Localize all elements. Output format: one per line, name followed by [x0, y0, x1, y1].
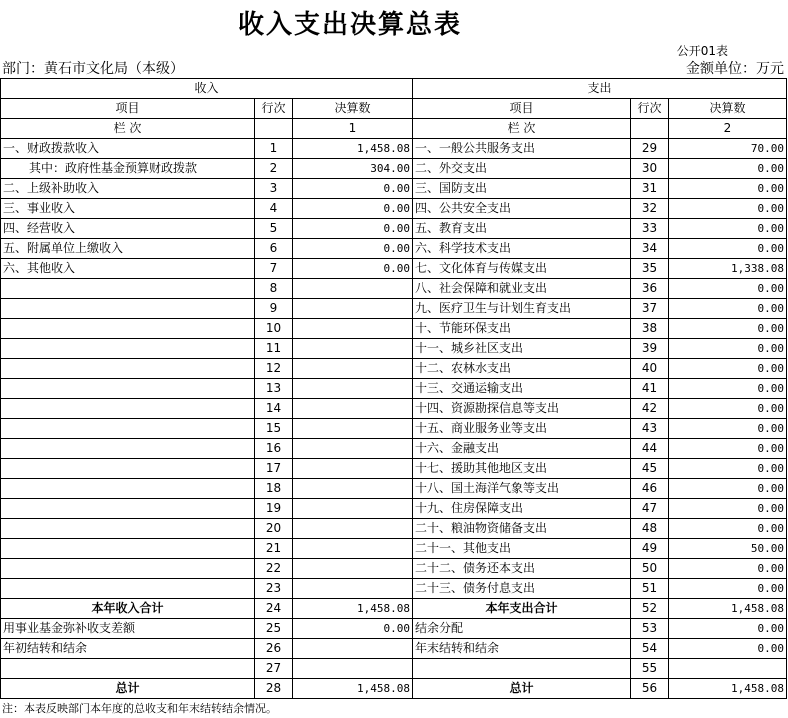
- income-item-cell: 用事业基金弥补收支差额: [1, 619, 255, 639]
- income-item-cell: [1, 459, 255, 479]
- income-line-cell: 7: [255, 259, 293, 279]
- income-item-cell: 六、其他收入: [1, 259, 255, 279]
- expense-item-cell: 十五、商业服务业等支出: [413, 419, 631, 439]
- income-item-cell: 本年收入合计: [1, 599, 255, 619]
- expense-amount-header: 决算数: [669, 99, 787, 119]
- expense-section-header: 支出: [413, 79, 787, 99]
- income-amount-cell: [293, 319, 413, 339]
- unit-label: 金额单位：万元: [686, 61, 784, 77]
- table-row: [1, 579, 787, 599]
- expense-line-cell: 43: [631, 419, 669, 439]
- expense-amount-cell: 0.00: [669, 179, 787, 199]
- footnote: 注：本表反映部门本年度的总收支和年末结转结余情况。: [2, 702, 277, 715]
- expense-item-cell: 十、节能环保支出: [413, 319, 631, 339]
- income-line-cell: 24: [255, 599, 293, 619]
- expense-item-cell: 十三、交通运输支出: [413, 379, 631, 399]
- expense-line-cell: 48: [631, 519, 669, 539]
- expense-line-cell: 50: [631, 559, 669, 579]
- expense-column-number: 2: [669, 119, 787, 139]
- budget-table: [0, 78, 787, 699]
- expense-item-cell: 年末结转和结余: [413, 639, 631, 659]
- income-column-label: 栏 次: [1, 119, 255, 139]
- expense-item-cell: 结余分配: [413, 619, 631, 639]
- table-row: [1, 159, 787, 179]
- table-row: [1, 659, 787, 679]
- expense-amount-cell: 0.00: [669, 299, 787, 319]
- income-line-cell: 28: [255, 679, 293, 699]
- income-amount-cell: 304.00: [293, 159, 413, 179]
- income-item-header: 项目: [1, 99, 255, 119]
- expense-line-cell: 35: [631, 259, 669, 279]
- table-row: [1, 359, 787, 379]
- expense-amount-cell: 0.00: [669, 619, 787, 639]
- form-code: 公开01表: [676, 44, 728, 58]
- table-row: [1, 539, 787, 559]
- expense-item-cell: 三、国防支出: [413, 179, 631, 199]
- income-line-cell: 23: [255, 579, 293, 599]
- income-amount-header: 决算数: [293, 99, 413, 119]
- income-line-cell: 4: [255, 199, 293, 219]
- expense-line-cell: 52: [631, 599, 669, 619]
- income-item-cell: 三、事业收入: [1, 199, 255, 219]
- expense-amount-cell: 0.00: [669, 499, 787, 519]
- expense-item-cell: 八、社会保障和就业支出: [413, 279, 631, 299]
- table-row: [1, 459, 787, 479]
- expense-line-cell: 36: [631, 279, 669, 299]
- expense-line-cell: 44: [631, 439, 669, 459]
- table-row: [1, 319, 787, 339]
- expense-line-cell: 46: [631, 479, 669, 499]
- table-row: [1, 559, 787, 579]
- expense-amount-cell: 0.00: [669, 399, 787, 419]
- income-line-cell: 13: [255, 379, 293, 399]
- expense-item-cell: 总计: [413, 679, 631, 699]
- income-amount-cell: [293, 579, 413, 599]
- income-amount-cell: [293, 659, 413, 679]
- expense-item-cell: 十四、资源勘探信息等支出: [413, 399, 631, 419]
- expense-amount-cell: 0.00: [669, 479, 787, 499]
- expense-line-cell: 33: [631, 219, 669, 239]
- expense-amount-cell: 50.00: [669, 539, 787, 559]
- income-item-cell: [1, 339, 255, 359]
- table-row: [1, 679, 787, 699]
- expense-item-cell: 一、一般公共服务支出: [413, 139, 631, 159]
- income-line-cell: 9: [255, 299, 293, 319]
- table-row: [1, 639, 787, 659]
- expense-item-cell: 十六、金融支出: [413, 439, 631, 459]
- expense-item-cell: 九、医疗卫生与计划生育支出: [413, 299, 631, 319]
- table-row: [1, 239, 787, 259]
- table-row: [1, 519, 787, 539]
- expense-item-cell: 二十、粮油物资储备支出: [413, 519, 631, 539]
- table-row: [1, 499, 787, 519]
- expense-amount-cell: 0.00: [669, 199, 787, 219]
- expense-item-cell: 四、公共安全支出: [413, 199, 631, 219]
- income-item-cell: [1, 359, 255, 379]
- income-item-cell: [1, 659, 255, 679]
- income-amount-cell: [293, 379, 413, 399]
- expense-column-blank: [631, 119, 669, 139]
- table-row: [1, 439, 787, 459]
- expense-item-cell: 十七、援助其他地区支出: [413, 459, 631, 479]
- expense-item-cell: 二十三、债务付息支出: [413, 579, 631, 599]
- expense-item-cell: 十二、农林水支出: [413, 359, 631, 379]
- income-amount-cell: [293, 559, 413, 579]
- expense-item-cell: 十一、城乡社区支出: [413, 339, 631, 359]
- expense-line-cell: 54: [631, 639, 669, 659]
- page-title: 收入支出决算总表: [237, 10, 462, 40]
- income-amount-cell: [293, 359, 413, 379]
- income-column-blank: [255, 119, 293, 139]
- table-row: [1, 619, 787, 639]
- expense-line-cell: 41: [631, 379, 669, 399]
- income-line-cell: 6: [255, 239, 293, 259]
- expense-amount-cell: 1,458.08: [669, 599, 787, 619]
- expense-item-cell: 六、科学技术支出: [413, 239, 631, 259]
- income-item-cell: 总计: [1, 679, 255, 699]
- income-item-cell: [1, 379, 255, 399]
- income-line-cell: 19: [255, 499, 293, 519]
- income-item-cell: 年初结转和结余: [1, 639, 255, 659]
- income-amount-cell: [293, 459, 413, 479]
- table-row: [1, 379, 787, 399]
- income-amount-cell: 0.00: [293, 259, 413, 279]
- department-label: 部门：黄石市文化局（本级）: [2, 61, 184, 77]
- income-item-cell: 四、经营收入: [1, 219, 255, 239]
- expense-amount-cell: 0.00: [669, 439, 787, 459]
- income-line-cell: 26: [255, 639, 293, 659]
- expense-line-cell: 55: [631, 659, 669, 679]
- expense-item-header: 项目: [413, 99, 631, 119]
- income-item-cell: [1, 559, 255, 579]
- income-amount-cell: [293, 499, 413, 519]
- income-line-cell: 14: [255, 399, 293, 419]
- income-line-cell: 5: [255, 219, 293, 239]
- income-amount-cell: [293, 639, 413, 659]
- income-item-cell: 二、上级补助收入: [1, 179, 255, 199]
- expense-line-cell: 45: [631, 459, 669, 479]
- expense-item-cell: [413, 659, 631, 679]
- expense-line-cell: 39: [631, 339, 669, 359]
- income-line-cell: 20: [255, 519, 293, 539]
- expense-amount-cell: 0.00: [669, 459, 787, 479]
- expense-line-cell: 32: [631, 199, 669, 219]
- income-item-cell: [1, 579, 255, 599]
- income-line-header: 行次: [255, 99, 293, 119]
- expense-amount-cell: 0.00: [669, 379, 787, 399]
- table-row: [1, 299, 787, 319]
- expense-line-cell: 37: [631, 299, 669, 319]
- expense-line-cell: 42: [631, 399, 669, 419]
- expense-amount-cell: 0.00: [669, 219, 787, 239]
- income-line-cell: 25: [255, 619, 293, 639]
- expense-amount-cell: 0.00: [669, 639, 787, 659]
- income-amount-cell: [293, 519, 413, 539]
- income-item-cell: [1, 299, 255, 319]
- table-row: [1, 479, 787, 499]
- income-amount-cell: 1,458.08: [293, 139, 413, 159]
- income-amount-cell: [293, 399, 413, 419]
- expense-amount-cell: 0.00: [669, 559, 787, 579]
- income-line-cell: 15: [255, 419, 293, 439]
- income-item-cell: 五、附属单位上缴收入: [1, 239, 255, 259]
- income-line-cell: 16: [255, 439, 293, 459]
- income-line-cell: 8: [255, 279, 293, 299]
- income-line-cell: 27: [255, 659, 293, 679]
- income-line-cell: 18: [255, 479, 293, 499]
- income-item-cell: [1, 499, 255, 519]
- income-line-cell: 10: [255, 319, 293, 339]
- table-row: [1, 219, 787, 239]
- income-item-cell: 一、财政拨款收入: [1, 139, 255, 159]
- expense-amount-cell: 1,338.08: [669, 259, 787, 279]
- expense-line-cell: 40: [631, 359, 669, 379]
- expense-amount-cell: 0.00: [669, 319, 787, 339]
- expense-amount-cell: 0.00: [669, 579, 787, 599]
- expense-line-cell: 34: [631, 239, 669, 259]
- income-amount-cell: [293, 339, 413, 359]
- income-line-cell: 22: [255, 559, 293, 579]
- income-line-cell: 1: [255, 139, 293, 159]
- expense-column-label: 栏 次: [413, 119, 631, 139]
- expense-amount-cell: 0.00: [669, 159, 787, 179]
- table-row: [1, 419, 787, 439]
- expense-amount-cell: 0.00: [669, 519, 787, 539]
- expense-item-cell: 十九、住房保障支出: [413, 499, 631, 519]
- expense-item-cell: 二、外交支出: [413, 159, 631, 179]
- expense-item-cell: 本年支出合计: [413, 599, 631, 619]
- income-item-cell: [1, 279, 255, 299]
- income-line-cell: 3: [255, 179, 293, 199]
- income-amount-cell: [293, 439, 413, 459]
- income-amount-cell: 1,458.08: [293, 679, 413, 699]
- income-line-cell: 11: [255, 339, 293, 359]
- income-amount-cell: 0.00: [293, 619, 413, 639]
- income-line-cell: 17: [255, 459, 293, 479]
- expense-line-cell: 51: [631, 579, 669, 599]
- expense-line-cell: 29: [631, 139, 669, 159]
- expense-line-cell: 53: [631, 619, 669, 639]
- expense-amount-cell: 0.00: [669, 339, 787, 359]
- table-row: [1, 599, 787, 619]
- expense-item-cell: 二十二、债务还本支出: [413, 559, 631, 579]
- expense-amount-cell: 0.00: [669, 239, 787, 259]
- expense-item-cell: 二十一、其他支出: [413, 539, 631, 559]
- expense-line-header: 行次: [631, 99, 669, 119]
- table-row: [1, 259, 787, 279]
- expense-amount-cell: 0.00: [669, 279, 787, 299]
- expense-line-cell: 38: [631, 319, 669, 339]
- table-row: [1, 399, 787, 419]
- income-line-cell: 2: [255, 159, 293, 179]
- income-amount-cell: [293, 539, 413, 559]
- income-item-cell: [1, 319, 255, 339]
- expense-item-cell: 十八、国土海洋气象等支出: [413, 479, 631, 499]
- income-item-cell: [1, 399, 255, 419]
- income-item-cell: [1, 539, 255, 559]
- table-row: [1, 199, 787, 219]
- expense-amount-cell: 70.00: [669, 139, 787, 159]
- expense-item-cell: 五、教育支出: [413, 219, 631, 239]
- expense-line-cell: 49: [631, 539, 669, 559]
- income-line-cell: 21: [255, 539, 293, 559]
- income-item-cell: [1, 519, 255, 539]
- table-row: [1, 179, 787, 199]
- expense-amount-cell: 0.00: [669, 419, 787, 439]
- income-amount-cell: [293, 299, 413, 319]
- income-amount-cell: 0.00: [293, 219, 413, 239]
- expense-line-cell: 30: [631, 159, 669, 179]
- table-row: [1, 279, 787, 299]
- expense-line-cell: 56: [631, 679, 669, 699]
- income-item-cell: [1, 439, 255, 459]
- expense-line-cell: 31: [631, 179, 669, 199]
- expense-line-cell: 47: [631, 499, 669, 519]
- income-line-cell: 12: [255, 359, 293, 379]
- income-item-cell: 其中：政府性基金预算财政拨款: [1, 159, 255, 179]
- income-item-cell: [1, 479, 255, 499]
- income-amount-cell: [293, 419, 413, 439]
- income-section-header: 收入: [1, 79, 413, 99]
- expense-amount-cell: 1,458.08: [669, 679, 787, 699]
- table-row: [1, 139, 787, 159]
- income-amount-cell: [293, 279, 413, 299]
- income-amount-cell: 0.00: [293, 239, 413, 259]
- expense-item-cell: 七、文化体育与传媒支出: [413, 259, 631, 279]
- income-column-number: 1: [293, 119, 413, 139]
- income-amount-cell: 1,458.08: [293, 599, 413, 619]
- income-item-cell: [1, 419, 255, 439]
- income-amount-cell: 0.00: [293, 199, 413, 219]
- income-amount-cell: 0.00: [293, 179, 413, 199]
- income-amount-cell: [293, 479, 413, 499]
- expense-amount-cell: 0.00: [669, 359, 787, 379]
- expense-amount-cell: [669, 659, 787, 679]
- table-row: [1, 339, 787, 359]
